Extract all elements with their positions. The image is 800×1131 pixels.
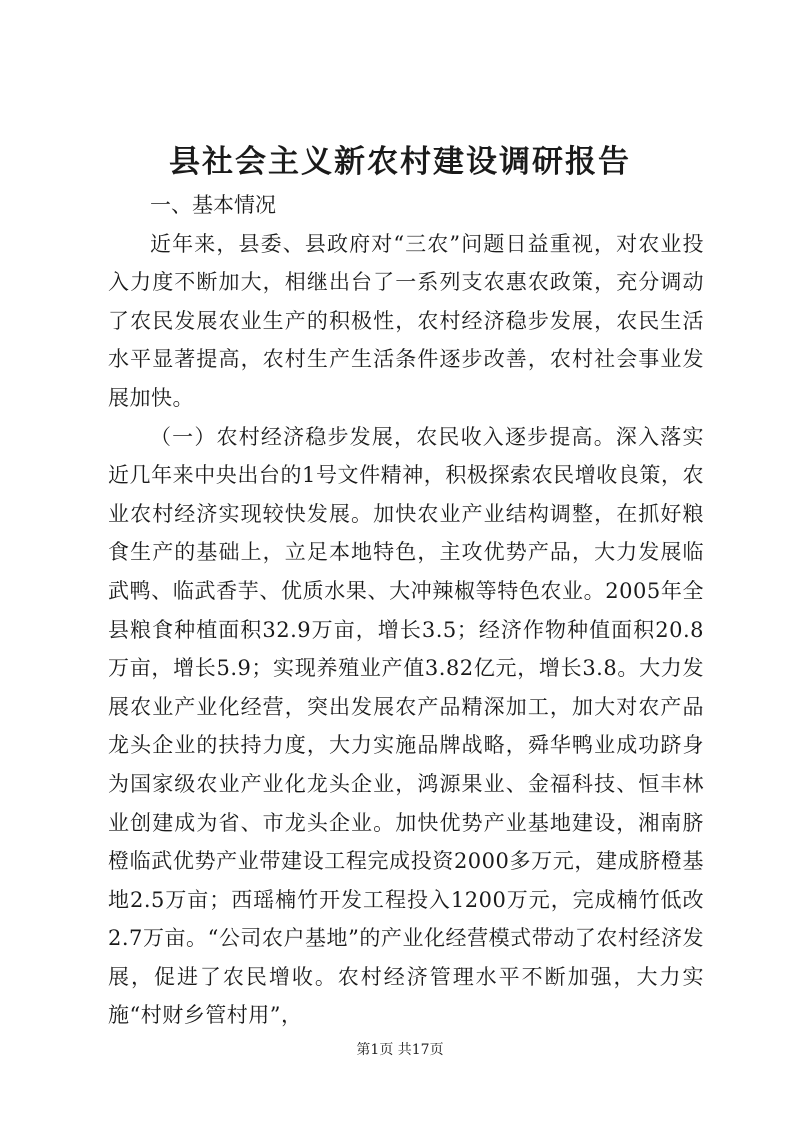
section-heading: 一、基本情况	[150, 193, 276, 217]
page-number-footer: 第1页 共17页	[356, 1042, 444, 1058]
paragraph-2: （一）农村经济稳步发展，农民收入逐步提高。深入落实近几年来中央出台的1号文件精神，积极探索农民增收良策，农业农村经济实现较快发展。加快农业产业结构调整，在抓好粮食生产的基础上，立足本地特色，主攻优势产品，大力发展临武鸭、临武香芋、优质水果、大冲辣椒等特色农业。2005年全县粮食种植面积32.9万亩，增长3.5；经济作物种值面积20.8万亩，增长5.9；实现养殖业产值3.82亿元，增长3.8。大力发展农业产业化经营，突出发展农产品精深加工，加大对农产品龙头企业的扶持力度，大力实施品牌战略，舜华鸭业成功跻身为国家级农业产业化龙头企业，鸿源果业、金福科技、恒丰林业创建成为省、市龙头企业。加快优势产业基地建设，湘南脐橙临武优势产业带建设工程完成投资2000多万元，建成脐橙基地2.5万亩；西瑶楠竹开发工程投入1200万元，完成楠竹低改2.7万亩。“公司农户基地”的产业化经营模式带动了农村经济发展，促进了农民增收。农村经济管理水平不断加强，大力实施“村财乡管村用”，	[108, 424, 704, 1028]
paragraph-1: 近年来，县委、县政府对“三农”问题日益重视，对农业投入力度不断加大，相继出台了一系列支农惠农政策，充分调动了农民发展农业生产的积极性，农村经济稳步发展，农民生活水平显著提高，农村生产生活条件逐步改善，农村社会事业发展加快。	[108, 231, 704, 410]
document-body	[108, 186, 704, 1035]
document-title: 县社会主义新农村建设调研报告	[169, 144, 631, 180]
